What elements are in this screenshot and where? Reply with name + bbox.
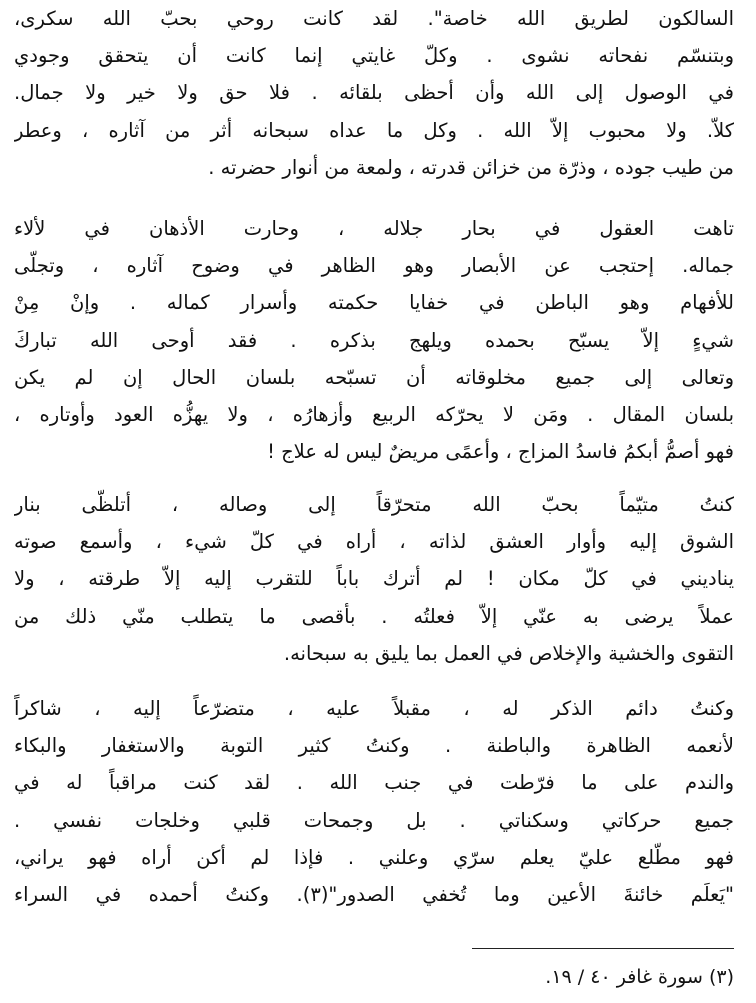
text-line: للأفهام وهو الباطن في خفايا حكمته وأسرار كماله . وإنْ مِنْ (14, 291, 734, 315)
text-line: التقوى والخشية والإخلاص في العمل بما يليق به سبحانه. (283, 641, 734, 665)
text-line: من طيب جوده ، وذرّة من خزائن قدرته ، ولمعة من أنوار حضرته . (208, 155, 734, 179)
text-line: كلاّ. ولا محبوب إلاّ الله . وكل ما عداه سبحانه أثر من آثاره ، وعطر (14, 118, 734, 142)
text-line: والندم على ما فرّطت في جنب الله . لقد كنت مراقباً له في (14, 771, 734, 795)
text-line: عملاً يرضى به عنّي إلاّ فعلتُه . بأقصى ما يتطلب منّي ذلك من (14, 604, 734, 628)
text-line: لأنعمه الظاهرة والباطنة . وكنتُ كثير التوبة والاستغفار والبكاء (14, 734, 734, 758)
text-line: شيءٍ إلاّ يسبّح بحمده ويلهج بذكره . فقد أوحى الله تباركَ (14, 328, 734, 352)
text-line: يناديني في كلّ مكان ! لم أترك باباً للتقرب إليه إلاّ طرقته ، ولا (14, 567, 734, 591)
text-line: وكنتُ دائم الذكر له ، مقبلاً عليه ، متضرّعاً إليه ، شاكراً (14, 697, 734, 720)
text-line: فهو أصمُّ أبكمُ فاسدُ المزاج ، وأعمًى مريضٌ ليس له علاج ! (267, 440, 734, 464)
paragraph-2 (14, 210, 734, 470)
paragraph-4 (14, 690, 734, 913)
text-line: فهو مطّلع عليّ يعلم سرّي وعلني . فإذا لم أكن أراه فهو يراني، (14, 845, 734, 869)
paragraph-1 (14, 0, 734, 186)
text-line: بلسان المقال . ومَن لا يحرّكه الربيع وأزهارُه ، ولا يهزُّه العود وأوتاره ، (14, 402, 734, 426)
text-line: تاهت العقول في بحار جلاله ، وحارت الأذهان في لألاء (14, 217, 734, 240)
text-line: وبتنسّم نفحاته نشوى . وكلّ غايتي إنما كانت أن يتحقق وجودي (14, 44, 734, 68)
text-line: جميع حركاتي وسكناتي . بل وجمحات قلبي وخلجات نفسي . (14, 808, 734, 832)
text-line: "يَعلَم خائنةَ الأعين وما تُخفي الصدور"(٣). وكنتُ أحمده في السراء (14, 882, 734, 906)
text-line: وتعالى إلى جميع مخلوقاته أن تسبّحه بلسان الحال إن لم يكن (14, 365, 734, 389)
text-line: جماله. إحتجب عن الأبصار وهو الظاهر في وضوح آثاره ، وتجلّى (14, 254, 734, 278)
text-line: الشوق إليه وأوار العشق لذاته ، أراه في كلّ شيء ، وأسمع صوته (14, 530, 734, 554)
text-line: السالكون لطريق الله خاصة". لقد كانت روحي بحبّ الله سكرى، (14, 7, 734, 30)
text-line: في الوصول إلى الله وأن أحظى بلقائه . فلا حق ولا خير ولا جمال. (14, 81, 734, 105)
footnote: (٣) سورة غافر ٤٠ / ١٩. (545, 966, 734, 988)
paragraph-3 (14, 486, 734, 672)
text-line: كنتُ متيّماً بحبّ الله متحرّقاً إلى وصاله ، أتلظّى بنار (14, 493, 734, 516)
footnote-divider (472, 948, 734, 949)
